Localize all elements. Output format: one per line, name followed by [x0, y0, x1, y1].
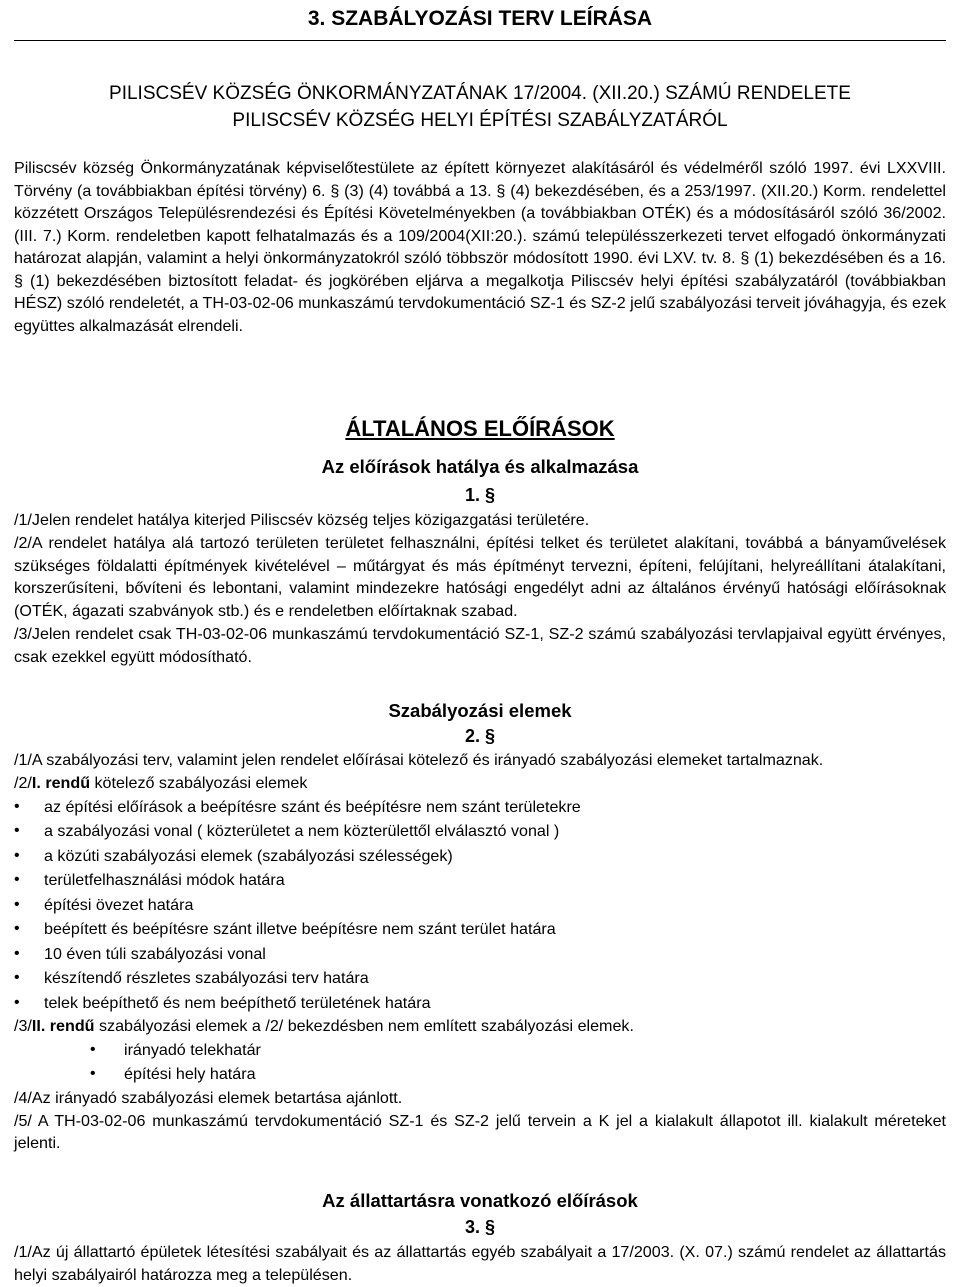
list-item: • a közúti szabályozási elemek (szabályozási szélességek) [14, 844, 946, 869]
section2-heading: Szabályozási elemek [388, 700, 572, 721]
title-underline [14, 40, 946, 41]
section1-body [14, 509, 946, 669]
section2-paragraph-5: /5/ A TH-03-02-06 munkaszámú tervdokumentáció SZ-1 és SZ-2 jelű tervein a K jel a kialakult állapotot ill. kialakult méreteket jelenti. [14, 1111, 946, 1153]
list-item: • 10 éven túli szabályozási vonal [14, 942, 946, 967]
general-provisions-heading: ÁLTALÁNOS ELŐÍRÁSOK [345, 416, 615, 441]
decree-title-line1: PILISCSÉV KÖZSÉG ÖNKORMÁNYZATÁNAK 17/2004. (XII.20.) SZÁMÚ RENDELETE [109, 83, 851, 104]
list-item: • építési övezet határa [14, 893, 946, 918]
section2-p3-suffix: szabályozási elemek a /2/ bekezdésben nem említett szabályozási elemek. [94, 1017, 634, 1036]
first-order-label: I. rendű [31, 773, 91, 792]
list-item: • készítendő részletes szabályozási terv határa [14, 966, 946, 991]
section1-number: 1. § [464, 485, 496, 505]
section2-paragraph-4: /4/Az irányadó szabályozási elemek betartása ajánlott. [14, 1088, 403, 1107]
intro-paragraph: Piliscsév község Önkormányzatának képviselőtestülete az épített környezet alakításáról és védelméről szóló 1997. évi LXXVIII. Törvény (a továbbiakban építési törvény) 6. § (3) (4) továbbá a 13. § (4) bekezdésében, és a 253/1997. (XII.20.) Korm. rendelettel közzétett Országos Településrendezési és Építési Követelményekben (a továbbiakban OTÉK) és a módosításáról szóló 36/2002. (III. 7.) Korm. rendeletben kapott felhatalmazás és a 109/2004(XII:20.). számú településszerkezeti tervet elfogadó önkormányzati határozat alapján, valamint a helyi önkormányzatokról szóló többször módosított 1990. évi LXV. tv. 8. § (1) bekezdésében és a 16. § (1) bekezdésében biztosított feladat- és jogkörében eljárva a megalkotja Piliscsév helyi építési szabályzatáról (továbbiakban HÉSZ) szóló rendeletét, a TH-03-02-06 munkaszámú tervdokumentáció SZ-1 és SZ-2 jelű szabályozási terveit jóváhagyja, és ezek együttes alkalmazását elrendeli. [14, 159, 946, 335]
section3-paragraph-1: /1/Az új állattartó épületek létesítési szabályait és az állattartás egyéb szabályait a 17/2003. (X. 07.) számú rendelet az állattartás helyi szabályairól határozza meg a településen. [14, 1243, 946, 1284]
section3-heading: Az állattartásra vonatkozó előírások [322, 1190, 638, 1211]
section2-p3-prefix: /3/ [14, 1017, 32, 1036]
list-item: • területfelhasználási módok határa [14, 868, 946, 893]
section2-paragraph-1: /1/A szabályozási terv, valamint jelen rendelet előírásai kötelező és irányadó szabályozási elemeket tartalmaznak. [14, 751, 824, 769]
guiding-elements-list [14, 1038, 946, 1087]
section1-heading: Az előírások hatálya és alkalmazása [321, 456, 639, 477]
list-item: • irányadó telekhatár [14, 1038, 946, 1063]
list-item: • az építési előírások a beépítésre szánt és beépítésre nem szánt területekre [14, 795, 946, 820]
section2-paragraph-3 [14, 1015, 946, 1038]
section2-number: 2. § [464, 726, 496, 746]
section2-p2-prefix: /2/ [14, 773, 32, 792]
chapter-title: 3. SZABÁLYOZÁSI TERV LEÍRÁSA [307, 7, 653, 30]
decree-title [14, 80, 946, 134]
section1-paragraph-1: /1/Jelen rendelet hatálya kiterjed Piliscsév község teljes közigazgatási területére. [14, 511, 590, 529]
list-item: • a szabályozási vonal ( közterületet a nem közterülettől elválasztó vonal ) [14, 819, 946, 844]
list-item: • építési hely határa [14, 1062, 946, 1087]
section2-paragraph-2 [14, 772, 946, 795]
list-item: • beépített és beépítésre szánt illetve beépítésre nem szánt terület határa [14, 917, 946, 942]
mandatory-elements-list [14, 795, 946, 1016]
section1-paragraph-3: /3/Jelen rendelet csak TH-03-02-06 munkaszámú tervdokumentáció SZ-1, SZ-2 számú szabályozási tervlapjaival együtt érvényes, csak ezekkel együtt módosítható. [14, 624, 946, 666]
list-item: • telek beépíthető és nem beépíthető területének határa [14, 991, 946, 1016]
decree-title-line2: PILISCSÉV KÖZSÉG HELYI ÉPÍTÉSI SZABÁLYZATÁRÓL [232, 110, 728, 131]
section1-paragraph-2: /2/A rendelet hatálya alá tartozó területen területet felhasználni, építési telket és területet alakítani, továbbá a bányaművelések szükséges földalatti építmények kivételével – műtárgyat és más építményt tervezni, építeni, felújítani, helyreállítani átalakítani, korszerűsíteni, bővíteni és lebontani, valamint mindezekre hatósági engedélyt adni az általános érvényű hatósági előírásoknak (OTÉK, ágazati szabványok stb.) és e rendeletben előírtaknak szabad. [14, 533, 946, 621]
section3-body [14, 1241, 946, 1287]
section2-body [14, 749, 946, 1155]
second-order-label: II. rendű [31, 1017, 95, 1036]
section2-p2-suffix: kötelező szabályozási elemek [90, 773, 308, 792]
section3-number: 3. § [464, 1217, 496, 1237]
